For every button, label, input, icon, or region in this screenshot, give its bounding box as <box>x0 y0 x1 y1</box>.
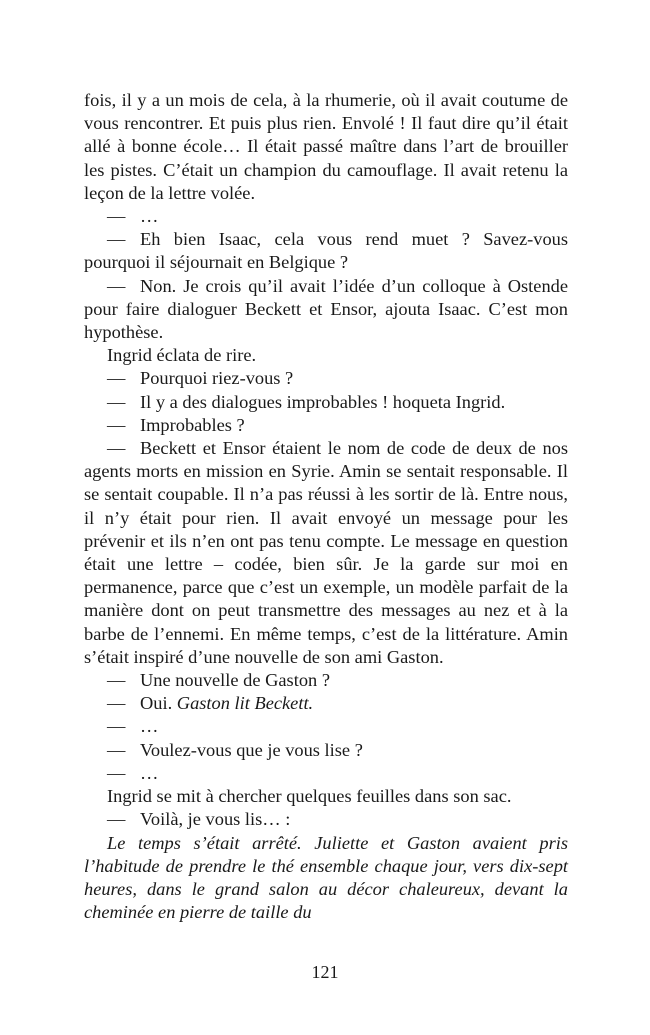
dialogue-dash: — <box>107 206 126 227</box>
dialogue-text: Une nouvelle de Gaston ? <box>140 670 330 691</box>
dialogue-line <box>84 391 568 414</box>
dialogue-text: Non. Je crois qu’il avait l’idée d’un colloque à Ostende pour faire dialoguer Beckett et Ensor, ajouta Isaac. C’est mon hypothèse. <box>84 275 568 343</box>
dialogue-line <box>84 205 568 228</box>
dialogue-dash: — <box>107 716 126 737</box>
dialogue-text: … <box>140 206 159 227</box>
narration-line: Ingrid se mit à chercher quelques feuilles dans son sac. <box>107 786 512 807</box>
dialogue-dash: — <box>107 275 126 296</box>
dialogue-line <box>84 739 568 762</box>
dialogue-line <box>84 715 568 738</box>
dialogue-text: Voulez-vous que je vous lise ? <box>140 739 363 760</box>
dialogue-text: Il y a des dialogues improbables ! hoqueta Ingrid. <box>140 391 506 412</box>
dialogue-dash: — <box>107 229 126 250</box>
italic-excerpt: Le temps s’était arrêté. Juliette et Gaston avaient pris l’habitude de prendre le thé ensemble chaque jour, vers dix-sept heures, dans le grand salon au décor chaleureux, devant la cheminée en pierre de taille du <box>84 832 568 923</box>
dialogue-dash: — <box>107 391 126 412</box>
dialogue-text: Beckett et Ensor étaient le nom de code de deux de nos agents morts en mission en Syrie. Amin se sentait responsable. Il se sentait coupable. Il n’a pas réussi à les sortir de là. Entre nous, il n’y était pour rien. Il avait envoyé un message pour les prévenir et ils n’en ont pas tenu compte. Le message en question était une lettre – codée, bien sûr. Je la garde sur moi en permanence, parce que c’est un exemple, un modèle parfait de la manière dont on peut transmettre des messages au nez et à la barbe de l’ennemi. En même temps, c’est de la littérature. Amin s’était inspiré d’une nouvelle de son ami Gaston. <box>84 438 568 667</box>
dialogue-dash: — <box>107 809 126 830</box>
dialogue-line <box>84 414 568 437</box>
page-body <box>84 89 568 924</box>
paragraph-continuation: fois, il y a un mois de cela, à la rhumerie, où il avait coutume de vous rencontrer. Et puis plus rien. Envolé ! Il faut dire qu’il était allé à bonne école… Il était passé maître dans l’art de brouiller les pistes. C’était un champion du camouflage. Il avait retenu la leçon de la lettre volée. <box>84 90 568 203</box>
dialogue-dash: — <box>107 739 126 760</box>
dialogue-line <box>84 669 568 692</box>
dialogue-line <box>84 437 568 669</box>
dialogue-line <box>84 692 568 715</box>
dialogue-dash: — <box>107 368 126 389</box>
dialogue-dash: — <box>107 693 126 714</box>
dialogue-text: Eh bien Isaac, cela vous rend muet ? Savez-vous pourquoi il séjournait en Belgique ? <box>84 229 568 273</box>
narration-line: Ingrid éclata de rire. <box>107 345 257 366</box>
dialogue-text: … <box>140 716 159 737</box>
dialogue-dash: — <box>107 414 126 435</box>
dialogue-line <box>84 367 568 390</box>
dialogue-text: … <box>140 762 159 783</box>
dialogue-line <box>84 228 568 274</box>
dialogue-text: Improbables ? <box>140 414 245 435</box>
page-number: 121 <box>311 962 339 982</box>
dialogue-dash: — <box>107 762 126 783</box>
dialogue-text: Voilà, je vous lis… : <box>140 809 291 830</box>
dialogue-line <box>84 808 568 831</box>
dialogue-title-italic: Gaston lit Beckett. <box>176 693 314 714</box>
dialogue-dash: — <box>107 438 126 459</box>
dialogue-text: Pourquoi riez-vous ? <box>140 368 294 389</box>
dialogue-dash: — <box>107 670 126 691</box>
dialogue-line <box>84 762 568 785</box>
dialogue-text: Oui. <box>140 693 177 714</box>
dialogue-line <box>84 275 568 345</box>
